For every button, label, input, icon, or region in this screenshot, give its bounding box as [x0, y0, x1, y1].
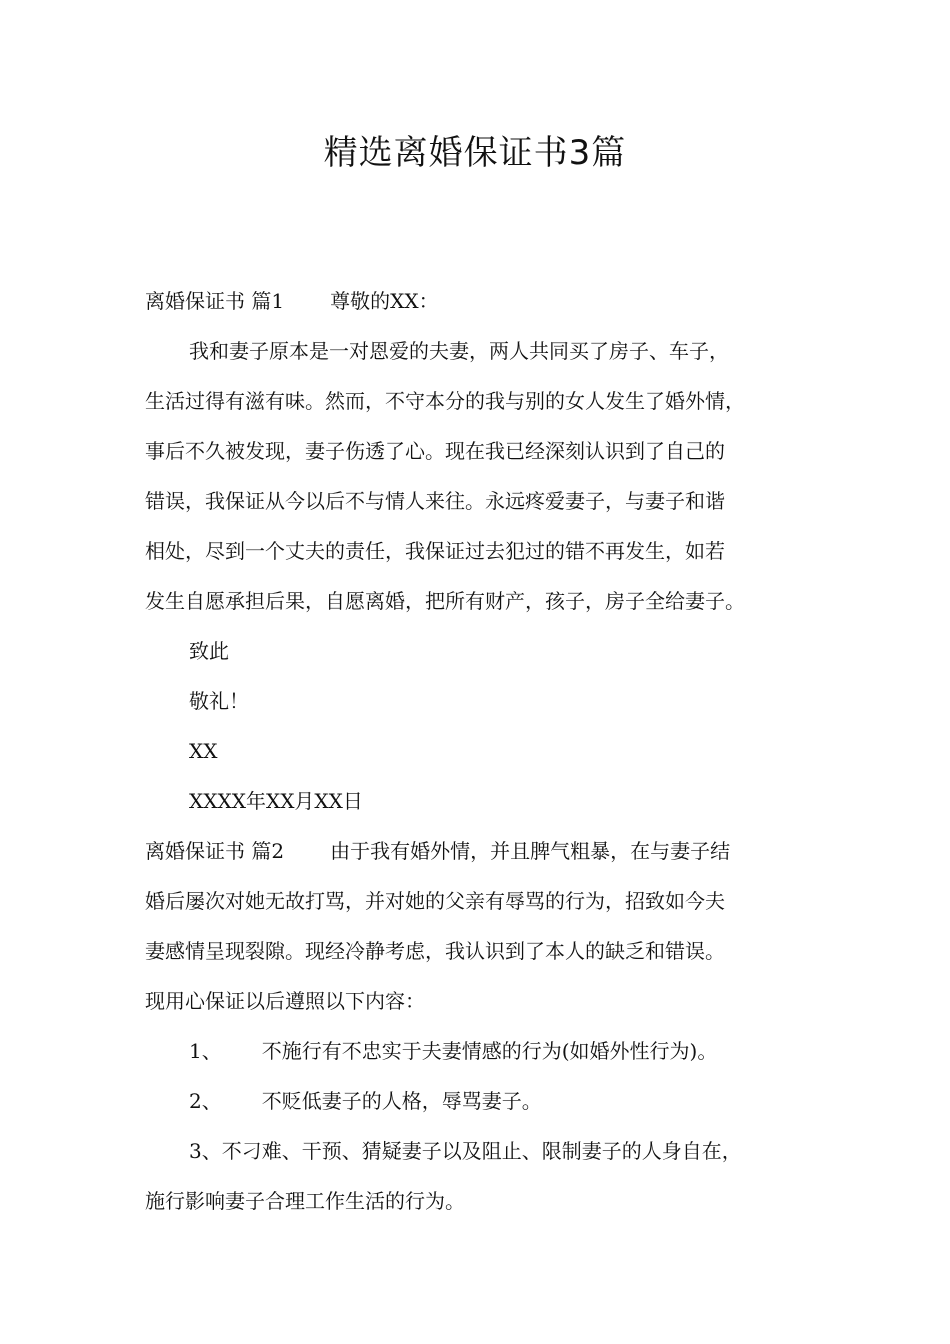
section2-intro-line: 婚后屡次对她无故打骂，并对她的父亲有辱骂的行为，招致如今夫	[145, 889, 725, 913]
item-number: 2、	[189, 1089, 222, 1113]
section1-heading-line	[145, 276, 825, 326]
section2-intro-line: 妻感情呈现裂隙。现经冷静考虑，我认识到了本人的缺乏和错误。	[145, 939, 725, 963]
section2-heading: 离婚保证书 篇2	[145, 839, 285, 863]
item-text: 不贬低妻子的人格，辱骂妻子。	[261, 1089, 542, 1113]
section2-item-2	[145, 1076, 825, 1126]
section2-intro-line: 现用心保证以后遵照以下内容：	[145, 989, 425, 1013]
section1-paragraph-line: 错误，我保证从今以后不与情人来往。永远疼爱妻子，与妻子和谐	[145, 489, 725, 513]
section2-intro-first: 由于我有婚外情，并且脾气粗暴，在与妻子结	[330, 839, 731, 863]
section1-closing: 致此	[189, 639, 229, 663]
section1-salutation: 尊敬的XX：	[330, 289, 439, 313]
section1-signature: XX	[189, 739, 218, 763]
section1-heading: 离婚保证书 篇1	[145, 289, 285, 313]
section2-item-1	[145, 1026, 825, 1076]
item-text: 不施行有不忠实于夫妻情感的行为(如婚外性行为)。	[261, 1039, 718, 1063]
section1-date: XXXX年XX月XX日	[189, 789, 363, 813]
section1-paragraph-line: 相处，尽到一个丈夫的责任，我保证过去犯过的错不再发生，如若	[145, 539, 725, 563]
section1-paragraph-line: 发生自愿承担后果，自愿离婚，把所有财产，孩子，房子全给妻子。	[145, 589, 745, 613]
section1-paragraph-line: 事后不久被发现，妻子伤透了心。现在我已经深刻认识到了自己的	[145, 439, 725, 463]
document-title: 精选离婚保证书3篇	[323, 133, 627, 173]
document-body	[145, 276, 825, 1226]
section1-regards: 敬礼！	[189, 689, 249, 713]
section2-item-3-continued: 施行影响妻子合理工作生活的行为。	[145, 1189, 465, 1213]
item-number: 1、	[189, 1039, 222, 1063]
section1-paragraph-line: 生活过得有滋有味。然而，不守本分的我与别的女人发生了婚外情，	[145, 389, 745, 413]
section2-heading-line	[145, 826, 825, 876]
section1-paragraph-line: 我和妻子原本是一对恩爱的夫妻，两人共同买了房子、车子，	[189, 339, 729, 363]
section2-item-3: 3、不刁难、干预、猜疑妻子以及阻止、限制妻子的人身自在，	[189, 1139, 742, 1163]
